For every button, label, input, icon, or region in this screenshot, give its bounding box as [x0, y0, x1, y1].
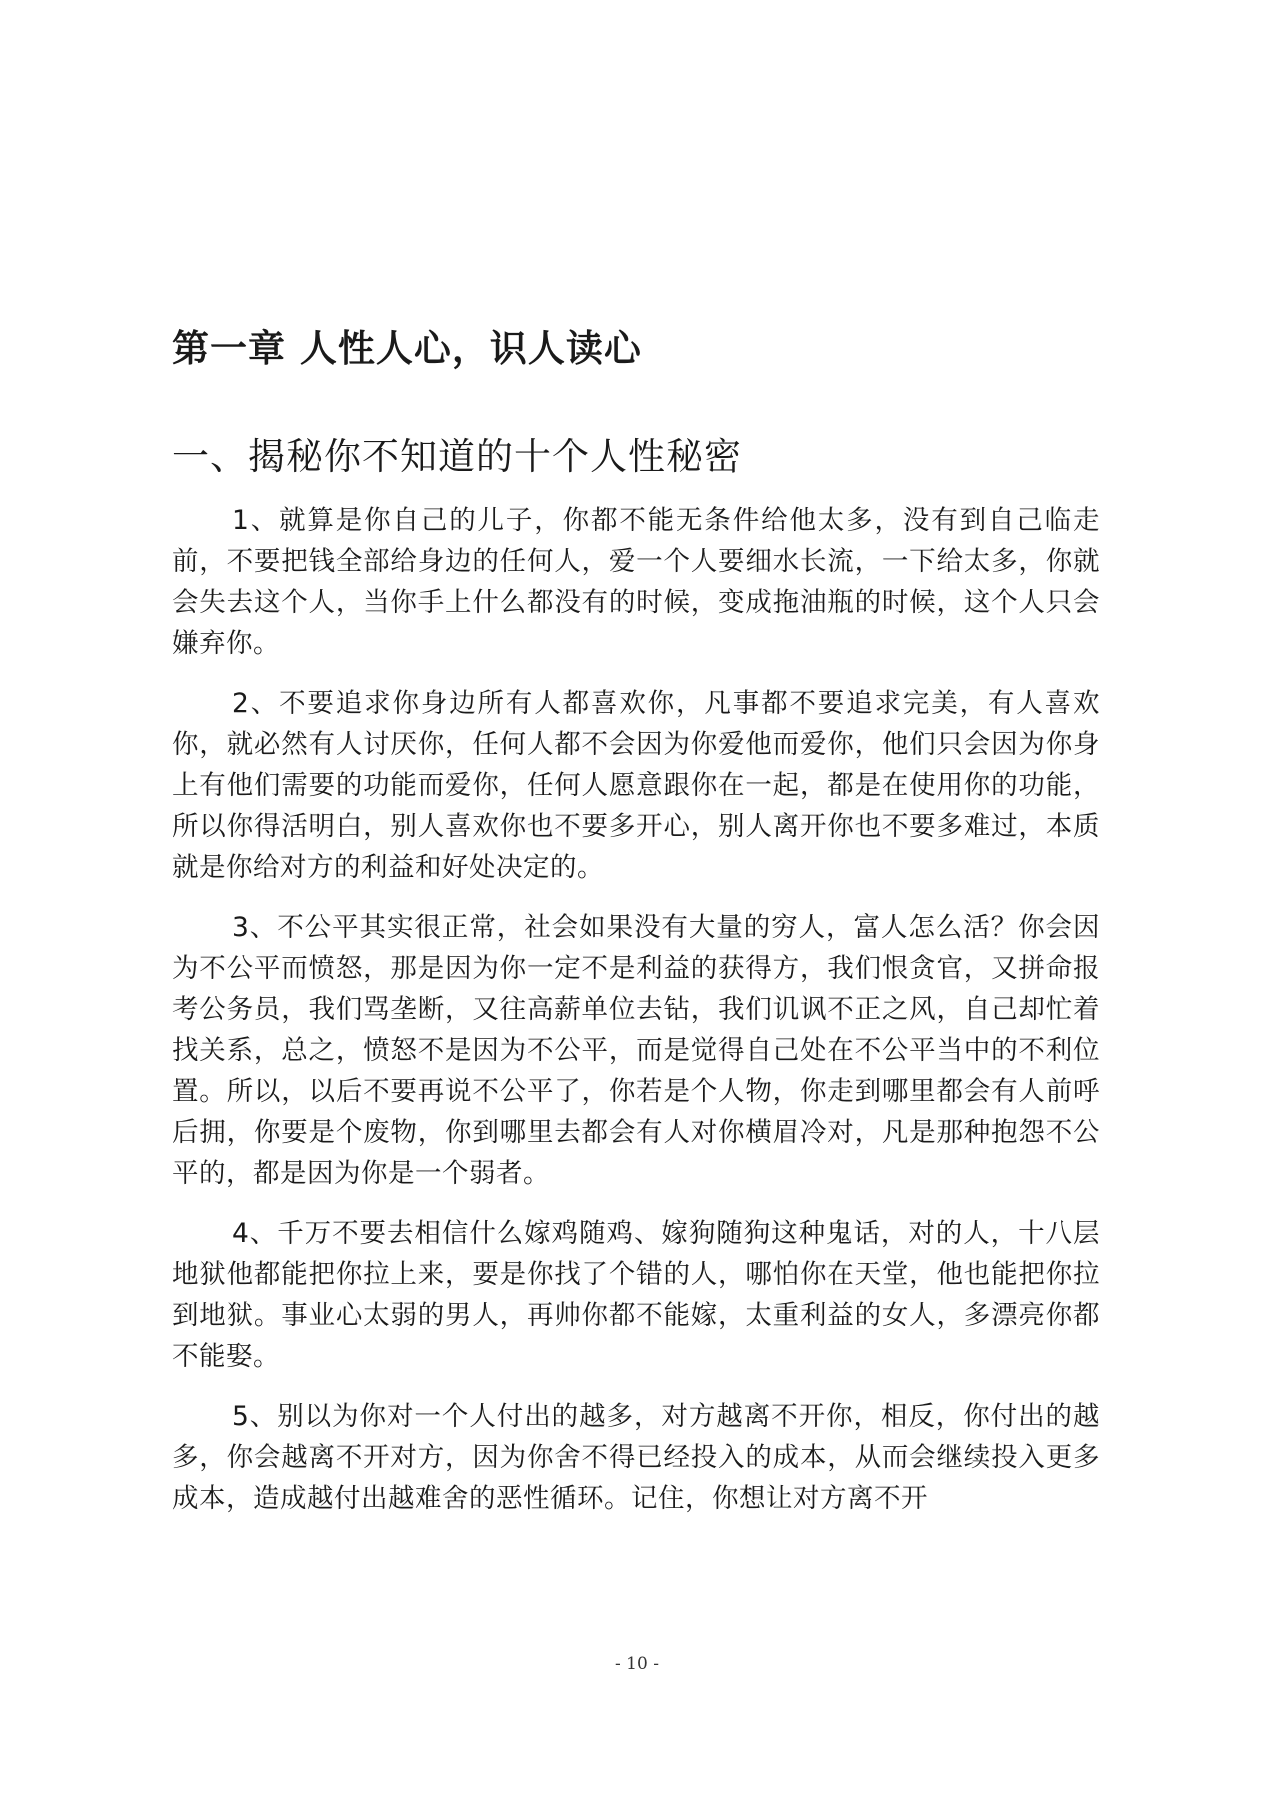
paragraph-4: 4、千万不要去相信什么嫁鸡随鸡、嫁狗随狗这种鬼话，对的人，十八层地狱他都能把你拉上来，要是你找了个错的人，哪怕你在天堂，他也能把你拉到地狱。事业心太弱的男人，再帅你都不能嫁，太重利益的女人，多漂亮你都不能娶。 — [172, 1218, 1100, 1372]
section-title: 一、揭秘你不知道的十个人性秘密 — [172, 435, 742, 478]
paragraph-3: 3、不公平其实很正常，社会如果没有大量的穷人，富人怎么活？你会因为不公平而愤怒，那是因为你一定不是利益的获得方，我们恨贪官，又拼命报考公务员，我们骂垄断，又往高薪单位去钻，我们讥讽不正之风，自己却忙着找关系，总之，愤怒不是因为不公平，而是觉得自己处在不公平当中的不利位置。所以，以后不要再说不公平了，你若是个人物，你走到哪里都会有人前呼后拥，你要是个废物，你到哪里去都会有人对你横眉冷对，凡是那种抱怨不公平的，都是因为你是一个弱者。 — [172, 912, 1100, 1189]
paragraph-1: 1、就算是你自己的儿子，你都不能无条件给他太多，没有到自己临走前，不要把钱全部给身边的任何人，爱一个人要细水长流，一下给太多，你就会失去这个人，当你手上什么都没有的时候，变成拖油瓶的时候，这个人只会嫌弃你。 — [172, 505, 1100, 659]
paragraph-5: 5、别以为你对一个人付出的越多，对方越离不开你，相反，你付出的越多，你会越离不开对方，因为你舍不得已经投入的成本，从而会继续投入更多成本，造成越付出越难舍的恶性循环。记住，你想让对方离不开 — [172, 1401, 1100, 1514]
body-text — [172, 500, 1100, 1538]
page-number: - 10 - — [615, 1654, 659, 1674]
paragraph-2: 2、不要追求你身边所有人都喜欢你，凡事都不要追求完美，有人喜欢你，就必然有人讨厌你，任何人都不会因为你爱他而爱你，他们只会因为你身上有他们需要的功能而爱你，任何人愿意跟你在一起，都是在使用你的功能，所以你得活明白，别人喜欢你也不要多开心，别人离开你也不要多难过，本质就是你给对方的利益和好处决定的。 — [172, 688, 1100, 883]
chapter-title: 第一章 人性人心，识人读心 — [172, 327, 642, 370]
